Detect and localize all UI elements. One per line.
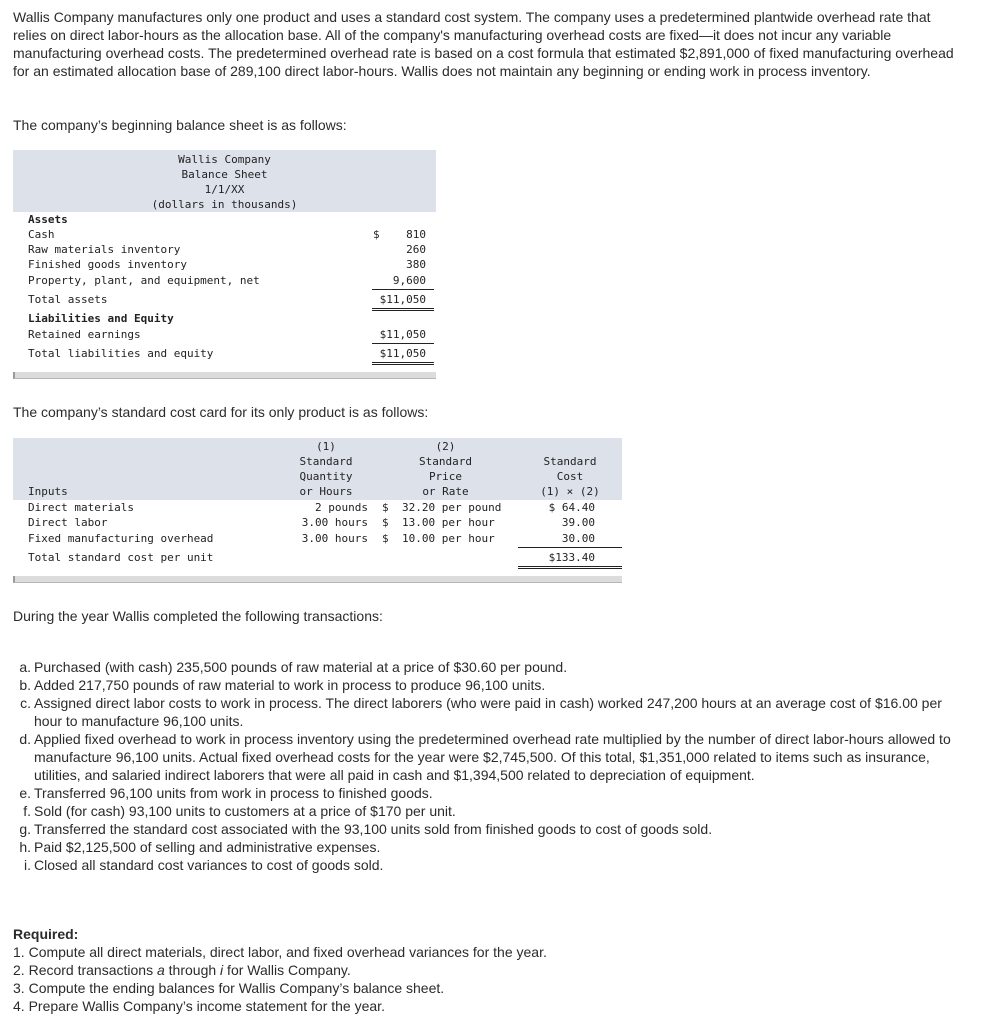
balance-sheet-lead: The company’s beginning balance sheet is as follows: [13, 117, 347, 133]
required-text-i: i [220, 962, 224, 978]
liabilities-heading: Liabilities and Equity [28, 312, 174, 325]
list-item [19, 784, 959, 802]
subtotal-rule [372, 289, 434, 290]
row-label: Finished goods inventory [28, 258, 187, 271]
row-value: 260 [406, 243, 426, 256]
retained-earnings-label: Retained earnings [28, 328, 141, 341]
required-text-a: a [156, 962, 165, 978]
balance-sheet-table [13, 150, 436, 370]
list-item [19, 802, 959, 820]
row-sign: $ [373, 228, 380, 241]
item-text: Sold (for cash) 93,100 units to customers at a price of $170 per unit. [34, 803, 456, 819]
list-item [19, 730, 959, 784]
item-text: Closed all standard cost variances to cost of goods sold. [34, 857, 384, 873]
item-label: a. [19, 659, 31, 675]
col2-header-line: Standard [419, 455, 472, 468]
required-text: Compute all direct materials, direct labor, and fixed overhead variances for the year. [28, 944, 547, 960]
input-quantity: 3.00 hours [301, 516, 368, 529]
input-rate-sign: $ [382, 532, 389, 545]
list-item [19, 694, 959, 730]
list-item [19, 676, 959, 694]
required-text: Compute the ending balances for Wallis Company’s balance sheet. [28, 980, 445, 996]
item-text: Purchased (with cash) 235,500 pounds of raw material at a price of $30.60 per pound. [34, 659, 568, 675]
item-text: Assigned direct labor costs to work in process. The direct laborers (who were paid in cash) worked 247,200 hours at an average cost of $16.00 per hour to manufacture 96,100 units. [34, 695, 942, 729]
total-double-rule [372, 308, 434, 311]
standard-cost-card-table [13, 438, 622, 573]
input-rate: 32.20 per pound [402, 501, 502, 514]
col3-header-line: Cost [556, 470, 584, 483]
row-value: 810 [406, 228, 426, 241]
input-rate-sign: $ [382, 501, 389, 514]
item-text: Added 217,750 pounds of raw material to work in process to produce 96,100 units. [34, 677, 546, 693]
item-text: Paid $2,125,500 of selling and administrative expenses. [34, 839, 381, 855]
total-cost-label: Total standard cost per unit [28, 551, 214, 564]
input-cost: $ 64.40 [548, 501, 595, 514]
subtotal-rule [518, 547, 622, 548]
required-number: 4. [13, 998, 25, 1014]
col1-header-line: Standard [299, 455, 353, 468]
statement-title: Balance Sheet [181, 168, 268, 181]
statement-date: 1/1/XX [204, 183, 245, 196]
item-label: d. [19, 731, 31, 747]
total-liabilities-value: $11,050 [379, 347, 426, 360]
input-label: Direct labor [28, 516, 108, 529]
total-assets-value: $11,050 [379, 293, 426, 306]
total-assets-label: Total assets [28, 293, 108, 306]
company-name: Wallis Company [178, 153, 271, 166]
item-label: i. [24, 857, 31, 873]
retained-earnings-value: $11,050 [379, 328, 426, 341]
item-text: Applied fixed overhead to work in process inventory using the predetermined overhead rate multiplied by the number of direct labor-hours allowed to manufacture 96,100 units. Actual fixed overhead costs for the year were $2,745,500. Of this total, $1,351,000 related to items such as insurance, utilities, and salaried indirect laborers that were all paid in cash and $1,394,500 related to depreciation of equipment. [34, 731, 951, 783]
total-double-rule [518, 566, 622, 569]
required-text-pre: Record transactions [28, 962, 157, 978]
item-label: c. [20, 695, 31, 711]
cost-card-lead: The company’s standard cost card for its only product is as follows: [13, 404, 429, 420]
item-label: f. [23, 803, 31, 819]
row-label: Property, plant, and equipment, net [28, 274, 260, 287]
required-item [13, 997, 953, 1015]
subtotal-rule [372, 343, 434, 344]
item-text: Transferred 96,100 units from work in process to finished goods. [34, 785, 433, 801]
assets-heading: Assets [28, 213, 68, 226]
required-number: 2. [13, 962, 25, 978]
list-item [19, 658, 959, 676]
total-cost-value: $133.40 [548, 551, 595, 564]
input-cost: 39.00 [561, 516, 595, 529]
col1-header-line: Quantity [299, 470, 353, 483]
transactions-lead: During the year Wallis completed the following transactions: [13, 608, 383, 624]
transactions-list [19, 658, 959, 874]
list-item [19, 856, 959, 874]
input-cost: 30.00 [561, 532, 595, 545]
required-item [13, 961, 953, 979]
item-label: g. [19, 821, 31, 837]
input-label: Direct materials [28, 501, 134, 514]
required-text-post: for Wallis Company. [223, 962, 351, 978]
col3-header-line: Standard [543, 455, 597, 468]
list-item [19, 820, 959, 838]
col3-header-line: (1) × (2) [540, 485, 600, 498]
item-text: Transferred the standard cost associated with the 93,100 units sold from finished goods to cost of goods sold. [34, 821, 713, 837]
input-quantity: 3.00 hours [301, 532, 368, 545]
horizontal-scrollbar[interactable] [13, 372, 436, 379]
row-value: 380 [406, 258, 426, 271]
col1-header-line: (1) [316, 440, 336, 453]
list-item [19, 838, 959, 856]
total-double-rule [372, 362, 434, 365]
required-text: Prepare Wallis Company’s income statement for the year. [28, 998, 385, 1014]
horizontal-scrollbar[interactable] [13, 576, 622, 583]
required-text-mid: through [164, 962, 221, 978]
input-rate: 10.00 per hour [402, 532, 495, 545]
col1-header-line: or Hours [299, 485, 353, 498]
row-label: Cash [28, 228, 55, 241]
required-number: 1. [13, 944, 25, 960]
item-label: e. [19, 785, 31, 801]
item-label: h. [19, 839, 31, 855]
total-liabilities-label: Total liabilities and equity [28, 347, 214, 360]
row-label: Raw materials inventory [28, 243, 181, 256]
col2-header-line: (2) [435, 440, 456, 453]
col2-header-line: or Rate [422, 485, 469, 498]
required-number: 3. [13, 980, 25, 996]
required-item [13, 943, 953, 961]
input-label: Fixed manufacturing overhead [28, 532, 214, 545]
intro-paragraph: Wallis Company manufactures only one product and uses a standard cost system. The company uses a predetermined plantwide overhead rate that relies on direct labor-hours as the allocation base. All of the company's manufacturing overhead costs are fixed—it does not incur any variable manufacturing overhead costs. The predetermined overhead rate is based on a cost formula that estimated $2,891,000 of fixed manufacturing overhead for an estimated allocation base of 289,100 direct labor-hours. Wallis does not maintain any beginning or ending work in process inventory. [13, 9, 954, 79]
col2-header-line: Price [428, 470, 463, 483]
required-section [13, 925, 953, 1015]
row-value: 9,600 [392, 274, 426, 287]
input-rate: 13.00 per hour [402, 516, 495, 529]
required-item [13, 979, 953, 997]
statement-units: (dollars in thousands) [151, 198, 298, 211]
required-heading: Required: [13, 926, 79, 942]
input-rate-sign: $ [382, 516, 389, 529]
input-quantity: 2 pounds [315, 501, 368, 514]
item-label: b. [19, 677, 31, 693]
inputs-heading: Inputs [28, 485, 68, 498]
